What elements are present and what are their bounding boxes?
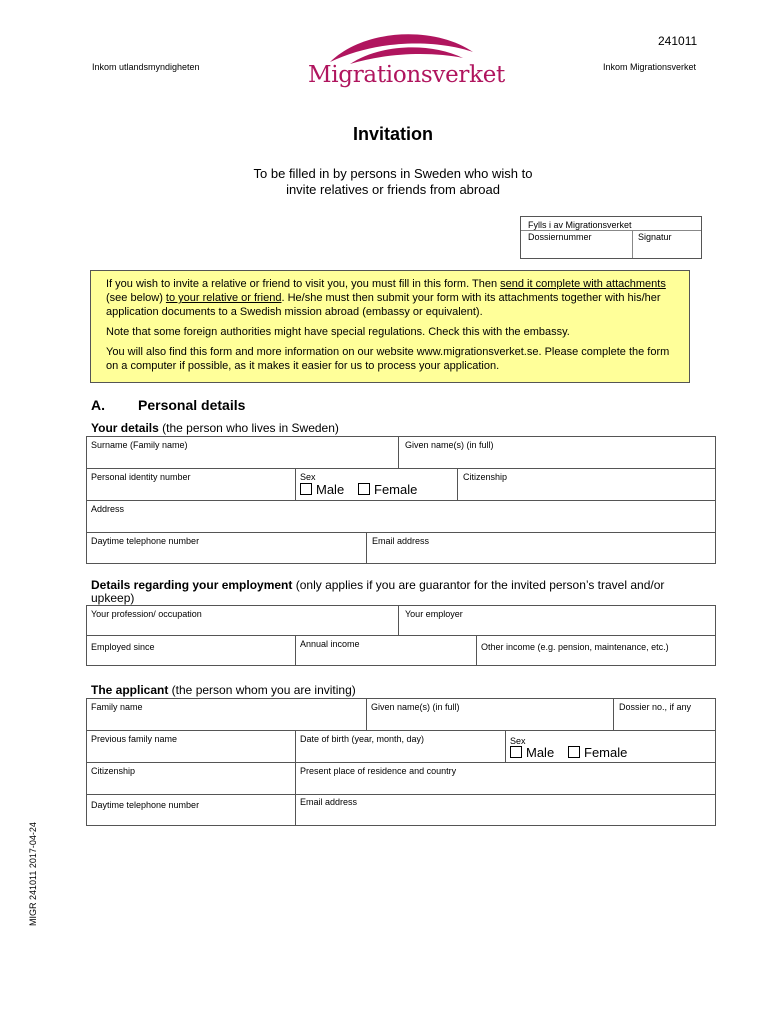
applicant-given-names-field[interactable]: Given name(s) (in full) <box>367 699 614 731</box>
personal-id-field[interactable]: Personal identity number <box>87 469 296 501</box>
address-field[interactable]: Address <box>87 501 715 533</box>
employed-since-field[interactable]: Employed since <box>87 636 296 665</box>
your-details-grid <box>86 436 716 564</box>
signature-field[interactable]: Signatur <box>638 232 672 242</box>
subtitle-line-2: invite relatives or friends from abroad <box>286 182 500 197</box>
applicant-email-field[interactable]: Email address <box>300 797 358 807</box>
instructions-paragraph-2: Note that some foreign authorities might have special regulations. Check this with the embassy. <box>106 326 570 338</box>
male-checkbox[interactable]: Male <box>300 482 344 497</box>
citizenship-field[interactable]: Citizenship <box>458 469 715 501</box>
section-letter: A. <box>91 397 105 413</box>
applicant-citizenship-field[interactable]: Citizenship <box>87 763 296 795</box>
given-names-field[interactable]: Given name(s) (in full) <box>399 437 715 469</box>
page-title: Invitation <box>353 124 433 144</box>
female-checkbox[interactable]: Female <box>358 482 417 497</box>
subtitle-line-1: To be filled in by persons in Sweden who wish to <box>253 166 533 181</box>
profession-field[interactable]: Your profession/ occupation <box>87 606 399 636</box>
instructions-paragraph-3: You will also find this form and more information on our website www.migrationsverket.se. Please complete the form on a computer if possible, as it makes it easier for us to process your application. <box>106 346 670 372</box>
dossier-number-field[interactable]: Dossiernummer <box>528 232 592 242</box>
migrationsverket-logo <box>305 30 505 92</box>
send-complete-link: send it complete with attachments <box>500 278 666 290</box>
form-number: 241011 <box>658 34 698 48</box>
page-subtitle <box>0 166 770 198</box>
applicant-sex-field: Sex Male Female <box>506 731 715 763</box>
surname-field[interactable]: Surname (Family name) <box>87 437 399 469</box>
sex-field: Sex Male Female <box>296 469 458 501</box>
applicant-grid <box>86 698 716 826</box>
your-details-heading: Your details (the person who lives in Sweden) <box>91 421 339 435</box>
previous-family-name-field[interactable]: Previous family name <box>87 731 296 763</box>
annual-income-field[interactable]: Annual income <box>296 636 477 665</box>
received-migration-label: Inkom Migrationsverket <box>603 62 697 72</box>
relative-friend-link: to your relative or friend <box>165 292 282 304</box>
instructions-paragraph-1: If you wish to invite a relative or friend to visit you, you must fill in this form. Then send it complete with attachments (see below) to your relative or friend. He/she must then submit your form with its attachments together with his/her application documents to a Swedish mission abroad (embassy or equivalent). <box>106 278 666 318</box>
applicant-family-name-field[interactable]: Family name <box>87 699 367 731</box>
applicant-dossier-field[interactable]: Dossier no., if any <box>614 699 715 731</box>
applicant-female-checkbox[interactable]: Female <box>568 745 627 760</box>
email-field[interactable]: Email address <box>372 536 430 546</box>
logo-text: Migrationsverket <box>308 62 505 88</box>
applicant-male-checkbox[interactable]: Male <box>510 745 554 760</box>
office-use-heading: Fylls i av Migrationsverket <box>528 220 632 230</box>
instructions-box <box>90 270 690 383</box>
other-income-field[interactable]: Other income (e.g. pension, maintenance, etc.) <box>481 642 669 652</box>
employer-field[interactable]: Your employer <box>399 606 715 636</box>
form-code: MIGR 241011 2017-04-24 <box>28 822 38 926</box>
employment-grid <box>86 605 716 666</box>
office-divider <box>521 230 701 231</box>
applicant-phone-field[interactable]: Daytime telephone number <box>87 795 296 825</box>
applicant-residence-field[interactable]: Present place of residence and country <box>296 763 715 795</box>
applicant-heading: The applicant (the person whom you are inviting) <box>91 683 356 697</box>
office-divider-vertical <box>632 230 633 258</box>
received-abroad-label: Inkom utlandsmyndigheten <box>92 62 200 72</box>
section-title: Personal details <box>138 397 246 413</box>
employment-heading: Details regarding your employment (only applies if you are guarantor for the invited person’s travel and/or upkeep) <box>91 578 665 605</box>
daytime-phone-field[interactable]: Daytime telephone number <box>87 533 367 563</box>
date-of-birth-field[interactable]: Date of birth (year, month, day) <box>296 731 506 763</box>
office-use-box <box>520 216 702 259</box>
